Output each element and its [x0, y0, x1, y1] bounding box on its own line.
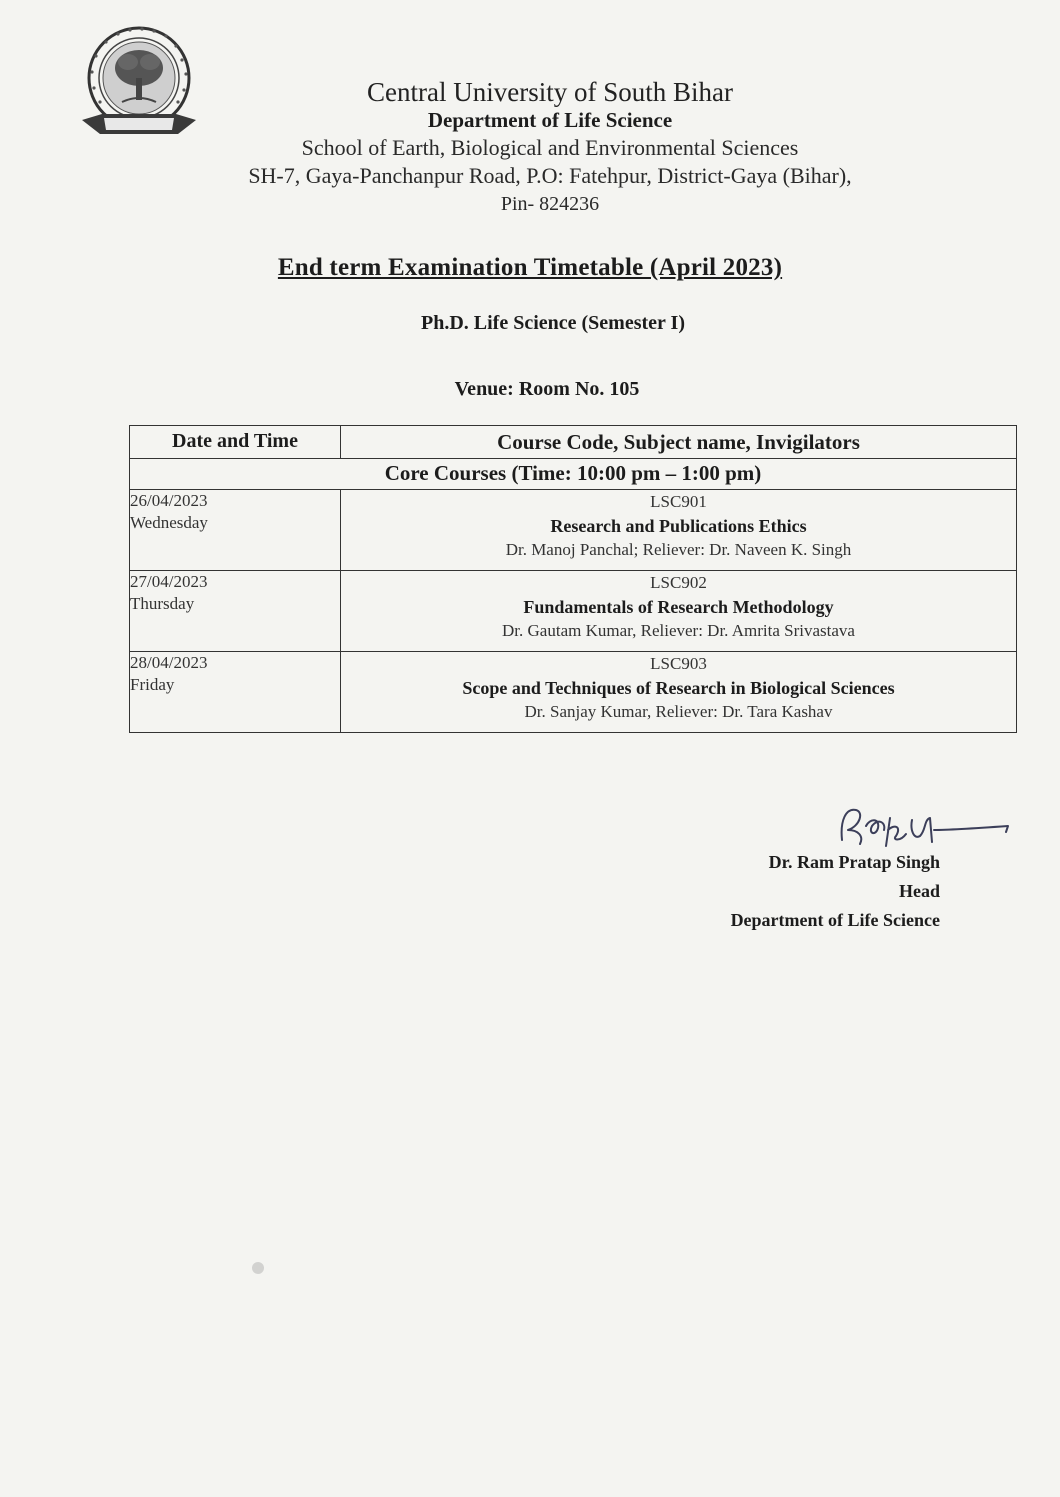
letterhead	[170, 78, 930, 218]
document-title: End term Examination Timetable (April 2023)	[277, 254, 783, 281]
table-header-row	[130, 426, 1017, 459]
table-row	[130, 490, 1017, 571]
signatory-department: Department of Life Science	[730, 910, 940, 930]
exam-timetable	[129, 425, 1017, 733]
date-cell	[130, 490, 341, 571]
column-header-date: Date and Time	[130, 426, 341, 459]
table-row	[130, 571, 1017, 652]
exam-date: 26/04/2023	[130, 491, 208, 510]
signatory-role: Head	[898, 881, 940, 901]
subject-name: Scope and Techniques of Research in Biological Sciences	[462, 678, 895, 698]
table-row	[130, 652, 1017, 733]
group-row	[130, 459, 1017, 490]
venue-label: Venue: Room No. 105	[454, 378, 640, 400]
university-name: Central University of South Bihar	[367, 77, 733, 107]
date-cell	[130, 571, 341, 652]
course-code: LSC903	[650, 654, 707, 673]
address-line: SH-7, Gaya-Panchanpur Road, P.O: Fatehpur, District-Gaya (Bihar),	[248, 163, 852, 188]
date-cell	[130, 652, 341, 733]
course-cell	[341, 490, 1017, 571]
course-cell	[341, 571, 1017, 652]
subject-name: Fundamentals of Research Methodology	[523, 597, 834, 617]
signatory-block	[660, 848, 940, 935]
exam-day: Thursday	[130, 594, 195, 613]
subject-name: Research and Publications Ethics	[550, 516, 807, 536]
invigilators: Dr. Gautam Kumar, Reliever: Dr. Amrita Srivastava	[502, 621, 855, 640]
invigilators: Dr. Sanjay Kumar, Reliever: Dr. Tara Kashav	[524, 702, 833, 721]
exam-date: 27/04/2023	[130, 572, 208, 591]
core-courses-label: Core Courses (Time: 10:00 pm – 1:00 pm)	[130, 459, 1017, 490]
course-code: LSC901	[650, 492, 707, 511]
school-name: School of Earth, Biological and Environmental Sciences	[301, 135, 799, 160]
invigilators: Dr. Manoj Panchal; Reliever: Dr. Naveen K. Singh	[505, 540, 852, 559]
department-name: Department of Life Science	[427, 108, 673, 132]
column-header-course: Course Code, Subject name, Invigilators	[341, 426, 1017, 459]
exam-day: Wednesday	[130, 513, 208, 532]
exam-day: Friday	[130, 675, 175, 694]
course-cell	[341, 652, 1017, 733]
signatory-name: Dr. Ram Pratap Singh	[768, 852, 940, 872]
pin-code: Pin- 824236	[500, 193, 600, 215]
program-subtitle: Ph.D. Life Science (Semester I)	[420, 312, 685, 334]
scan-speck	[252, 1262, 264, 1274]
course-code: LSC902	[650, 573, 707, 592]
exam-date: 28/04/2023	[130, 653, 208, 672]
